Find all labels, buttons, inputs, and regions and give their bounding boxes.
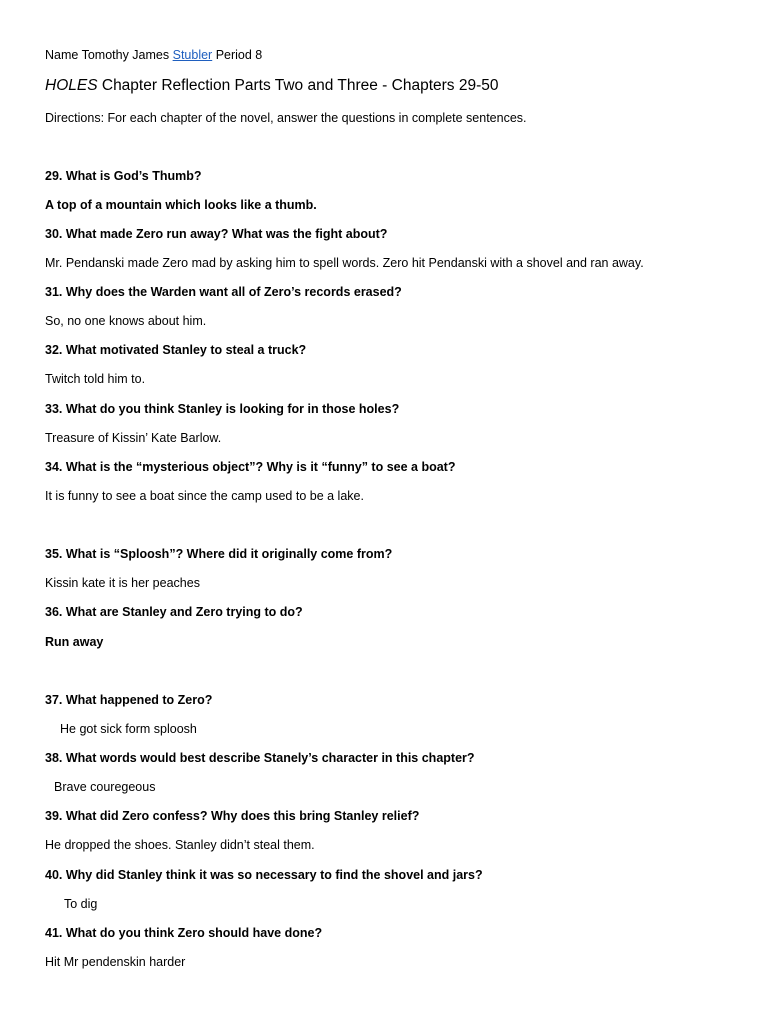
answer-36: Run away bbox=[45, 635, 104, 649]
document-page bbox=[45, 0, 745, 1024]
question-34: 34. What is the “mysterious object”? Why is it “funny” to see a boat? bbox=[45, 460, 456, 474]
answer-40: To dig bbox=[64, 897, 98, 911]
answer-31: So, no one knows about him. bbox=[45, 314, 207, 328]
question-31: 31. Why does the Warden want all of Zero’s records erased? bbox=[45, 285, 402, 299]
question-39: 39. What did Zero confess? Why does this bring Stanley relief? bbox=[45, 809, 420, 823]
directions: Directions: For each chapter of the novel, answer the questions in complete sentences. bbox=[45, 111, 527, 125]
question-35: 35. What is “Sploosh”? Where did it originally come from? bbox=[45, 547, 393, 561]
name-link[interactable]: Stubler bbox=[172, 48, 213, 62]
answer-30: Mr. Pendanski made Zero mad by asking him to spell words. Zero hit Pendanski with a shovel and ran away. bbox=[45, 256, 644, 270]
title-italic: HOLES bbox=[45, 77, 98, 94]
name-line bbox=[45, 47, 262, 63]
answer-33: Treasure of Kissin’ Kate Barlow. bbox=[45, 431, 222, 445]
answer-37: He got sick form sploosh bbox=[60, 722, 197, 736]
answer-35: Kissin kate it is her peaches bbox=[45, 576, 200, 590]
name-suffix: Period 8 bbox=[212, 48, 263, 62]
answer-39: He dropped the shoes. Stanley didn’t steal them. bbox=[45, 838, 315, 852]
answer-29: A top of a mountain which looks like a thumb. bbox=[45, 198, 317, 212]
question-41: 41. What do you think Zero should have done? bbox=[45, 926, 323, 940]
question-29: 29. What is God’s Thumb? bbox=[45, 169, 202, 183]
question-38: 38. What words would best describe Stanely’s character in this chapter? bbox=[45, 751, 475, 765]
answer-38: Brave couregeous bbox=[54, 780, 156, 794]
answer-41: Hit Mr pendenskin harder bbox=[45, 955, 186, 969]
answer-34: It is funny to see a boat since the camp used to be a lake. bbox=[45, 489, 364, 503]
title-rest: Chapter Reflection Parts Two and Three - Chapters 29-50 bbox=[97, 77, 499, 94]
page-title bbox=[45, 76, 498, 96]
question-33: 33. What do you think Stanley is looking for in those holes? bbox=[45, 402, 400, 416]
question-36: 36. What are Stanley and Zero trying to do? bbox=[45, 605, 303, 619]
question-40: 40. Why did Stanley think it was so necessary to find the shovel and jars? bbox=[45, 868, 483, 882]
question-30: 30. What made Zero run away? What was the fight about? bbox=[45, 227, 388, 241]
question-37: 37. What happened to Zero? bbox=[45, 693, 213, 707]
answer-32: Twitch told him to. bbox=[45, 372, 146, 386]
question-32: 32. What motivated Stanley to steal a truck? bbox=[45, 343, 307, 357]
name-prefix: Name Tomothy James bbox=[45, 48, 173, 62]
